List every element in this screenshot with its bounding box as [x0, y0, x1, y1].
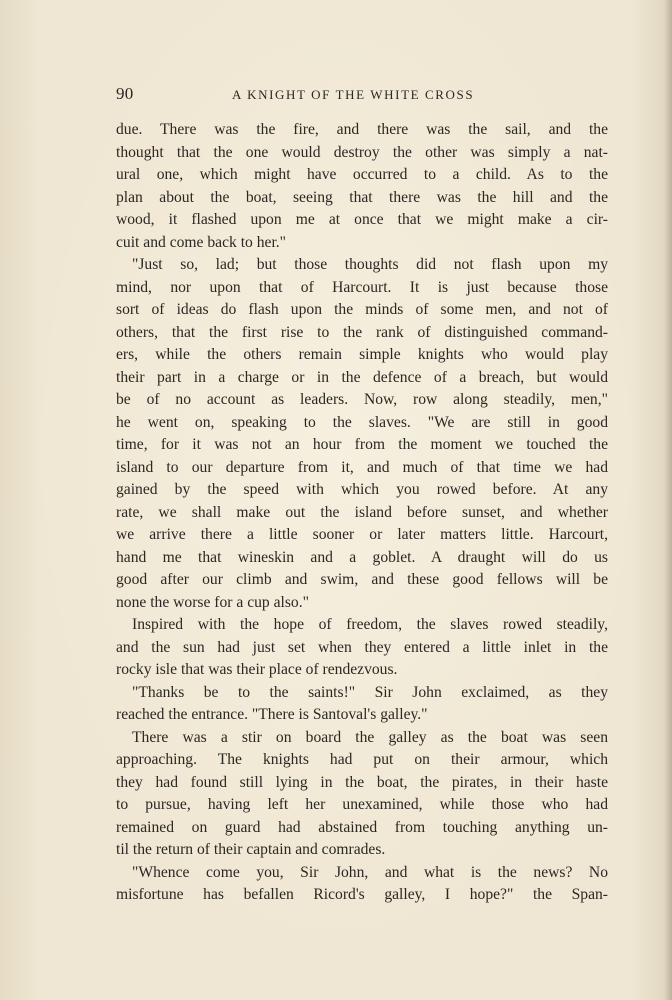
- text-line: they had found still lying in the boat, the pirates, in their haste: [116, 773, 608, 791]
- text-line: cuit and come back to her.": [116, 233, 287, 251]
- text-line: Inspired with the hope of freedom, the slaves rowed steadily,: [132, 616, 608, 633]
- text-line: reached the entrance. "There is Santoval's galley.": [116, 706, 428, 723]
- running-title: A KNIGHT OF THE WHITE CROSS: [232, 87, 475, 102]
- text-line: "Thanks be to the saints!" Sir John exclaimed, as they: [132, 683, 608, 701]
- page-number: 90: [116, 84, 134, 103]
- text-line: be of no account as leaders. Now, row along steadily, men,": [116, 391, 608, 408]
- text-line: time, for it was not an hour from the moment we touched the: [116, 436, 608, 453]
- text-line: remained on guard had abstained from touching anything un-: [116, 818, 608, 836]
- text-line: and the sun had just set when they entered a little inlet in the: [116, 638, 608, 656]
- text-line: rocky isle that was their place of rendezvous.: [116, 661, 398, 678]
- text-line: mind, nor upon that of Harcourt. It is just because those: [116, 278, 608, 296]
- text-line: misfortune has befallen Ricord's galley, I hope?" the Span-: [116, 886, 608, 903]
- text-line: plan about the boat, seeing that there was the hill and the: [116, 188, 608, 206]
- text-line: he went on, speaking to the slaves. "We are still in good: [116, 413, 608, 431]
- text-line: ural one, which might have occurred to a child. As to the: [116, 166, 608, 183]
- text-line: rate, we shall make out the island before sunset, and whether: [116, 503, 608, 521]
- text-line: There was a stir on board the galley as the boat was seen: [132, 728, 608, 746]
- text-line: hand me that wineskin and a goblet. A draught will do us: [116, 548, 608, 566]
- text-line: others, that the first rise to the rank of distinguished command-: [116, 323, 608, 341]
- text-line: "Just so, lad; but those thoughts did not flash upon my: [132, 256, 608, 273]
- text-line: wood, it flashed upon me at once that we might make a cir-: [116, 211, 608, 228]
- text-line: approaching. The knights had put on their armour, which: [116, 751, 608, 768]
- text-line: their part in a charge or in the defence of a breach, but would: [116, 368, 608, 386]
- running-head: [116, 84, 608, 106]
- body-text: [116, 119, 608, 907]
- text-line: due. There was the fire, and there was the sail, and the: [116, 121, 608, 138]
- text-line: none the worse for a cup also.": [116, 593, 309, 611]
- text-line: good after our climb and swim, and these good fellows will be: [116, 571, 608, 588]
- text-line: we arrive there a little sooner or later matters little. Harcourt,: [116, 526, 608, 543]
- text-line: ers, while the others remain simple knights who would play: [116, 346, 608, 363]
- text-line: to pursue, having left her unexamined, while those who had: [116, 796, 608, 813]
- text-line: thought that the one would destroy the other was simply a nat-: [116, 143, 608, 161]
- text-line: gained by the speed with which you rowed before. At any: [116, 481, 608, 498]
- page-edge-shadow: [664, 0, 672, 1000]
- text-line: "Whence come you, Sir John, and what is the news? No: [132, 863, 608, 881]
- text-line: sort of ideas do flash upon the minds of some men, and not of: [116, 301, 608, 318]
- text-line: island to our departure from it, and much of that time we had: [116, 458, 608, 476]
- text-line: til the return of their captain and comrades.: [116, 841, 386, 858]
